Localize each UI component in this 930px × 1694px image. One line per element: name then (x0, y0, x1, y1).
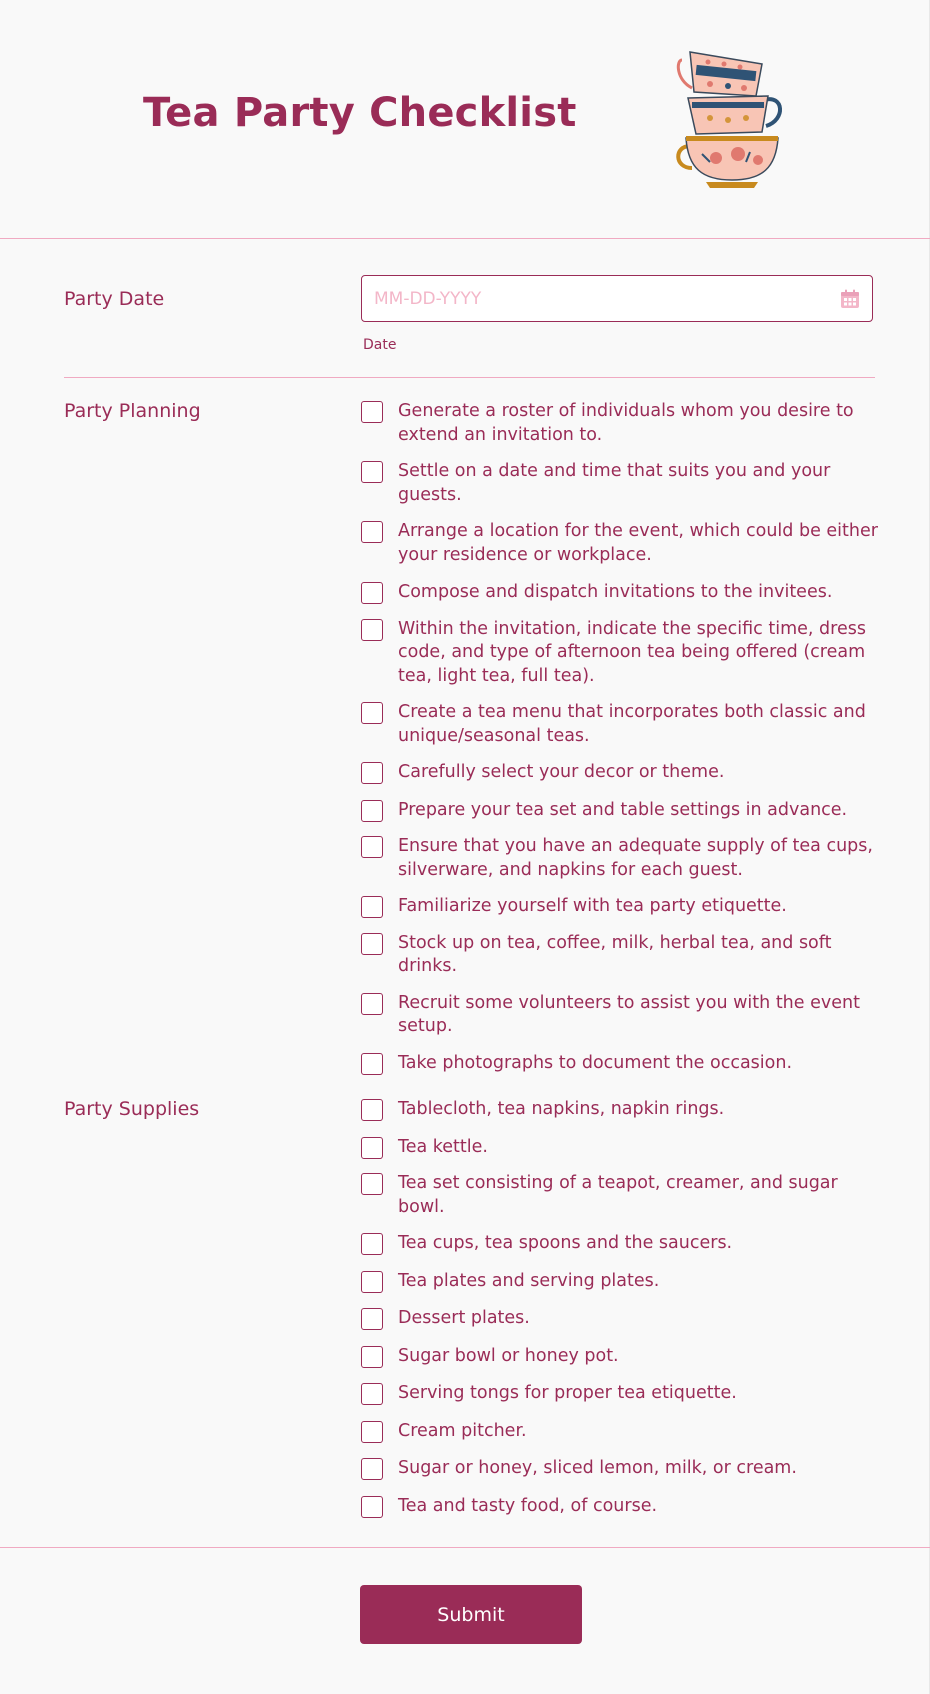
checkbox[interactable] (361, 521, 383, 543)
supplies-item-9[interactable] (361, 1420, 881, 1444)
checkbox[interactable] (361, 401, 383, 423)
checkbox[interactable] (361, 762, 383, 784)
supplies-item-11[interactable] (361, 1495, 881, 1519)
submit-button[interactable]: Submit (360, 1585, 582, 1644)
party-supplies-checklist (361, 1098, 881, 1518)
supplies-item-1[interactable] (361, 1098, 881, 1122)
planning-item-8[interactable] (361, 799, 881, 823)
checkbox-label: Within the invitation, indicate the specific time, dress code, and type of afternoon tea being offered (cream tea, light tea, full tea). (398, 618, 866, 686)
header-divider (0, 238, 930, 239)
supplies-item-2[interactable] (361, 1136, 881, 1160)
date-divider (64, 377, 875, 378)
planning-item-3[interactable] (361, 520, 881, 567)
checkbox-label: Prepare your tea set and table settings in advance. (398, 799, 848, 820)
checkbox[interactable] (361, 1137, 383, 1159)
date-sublabel: Date (363, 337, 397, 353)
planning-item-6[interactable] (361, 701, 881, 748)
checkbox-label: Serving tongs for proper tea etiquette. (398, 1383, 737, 1403)
checkbox[interactable] (361, 896, 383, 918)
checkbox-label: Compose and dispatch invitations to the invitees. (398, 582, 833, 602)
party-supplies-label: Party Supplies (64, 1098, 200, 1120)
checkbox[interactable] (361, 1458, 383, 1480)
calendar-icon[interactable] (840, 289, 860, 309)
checkbox[interactable] (361, 1053, 383, 1075)
checkbox-label: Cream pitcher. (398, 1420, 527, 1441)
planning-item-7[interactable] (361, 761, 881, 785)
checkbox[interactable] (361, 800, 383, 822)
page-title: Tea Party Checklist (143, 90, 577, 136)
planning-item-2[interactable] (361, 460, 881, 507)
checkbox-label: Arrange a location for the event, which could be either your residence or workplace. (398, 521, 878, 565)
form-header (0, 0, 930, 238)
planning-item-4[interactable] (361, 581, 881, 605)
checkbox-label: Settle on a date and time that suits you and your guests. (398, 461, 831, 505)
supplies-item-6[interactable] (361, 1307, 881, 1331)
supplies-item-8[interactable] (361, 1382, 881, 1406)
checkbox-label: Tea plates and serving plates. (398, 1270, 660, 1291)
checkbox-label: Familiarize yourself with tea party etiquette. (398, 896, 787, 916)
planning-item-12[interactable] (361, 992, 881, 1039)
checkbox-label: Tea set consisting of a teapot, creamer, and sugar bowl. (398, 1173, 838, 1217)
checkbox-label: Tablecloth, tea napkins, napkin rings. (398, 1099, 725, 1119)
checkbox[interactable] (361, 461, 383, 483)
checkbox[interactable] (361, 1496, 383, 1518)
checkbox[interactable] (361, 1173, 383, 1195)
checkbox-label: Sugar bowl or honey pot. (398, 1345, 619, 1366)
checkbox[interactable] (361, 702, 383, 724)
party-planning-label: Party Planning (64, 400, 201, 422)
checkbox[interactable] (361, 1271, 383, 1293)
checkbox[interactable] (361, 582, 383, 604)
checkbox-label: Recruit some volunteers to assist you with the event setup. (398, 992, 860, 1036)
checkbox-label: Ensure that you have an adequate supply of tea cups, silverware, and napkins for each guest. (398, 836, 873, 880)
checkbox-label: Stock up on tea, coffee, milk, herbal tea, and soft drinks. (398, 932, 832, 976)
checkbox[interactable] (361, 1346, 383, 1368)
party-planning-checklist (361, 400, 881, 1075)
supplies-item-4[interactable] (361, 1232, 881, 1256)
planning-item-11[interactable] (361, 932, 881, 979)
checkbox-label: Create a tea menu that incorporates both classic and unique/seasonal teas. (398, 702, 866, 746)
stacked-teacups-icon (676, 50, 796, 192)
checkbox[interactable] (361, 993, 383, 1015)
checkbox[interactable] (361, 1308, 383, 1330)
checkbox[interactable] (361, 1099, 383, 1121)
supplies-item-3[interactable] (361, 1172, 881, 1219)
supplies-item-10[interactable] (361, 1457, 881, 1481)
checkbox-label: Tea kettle. (398, 1136, 488, 1157)
checkbox-label: Dessert plates. (398, 1308, 530, 1328)
checkbox-label: Carefully select your decor or theme. (398, 762, 725, 782)
planning-item-10[interactable] (361, 895, 881, 919)
checkbox[interactable] (361, 1421, 383, 1443)
planning-item-9[interactable] (361, 835, 881, 882)
checkbox-label: Take photographs to document the occasion. (398, 1052, 793, 1073)
checkbox[interactable] (361, 836, 383, 858)
checkbox-label: Generate a roster of individuals whom you desire to extend an invitation to. (398, 401, 854, 445)
date-input-wrapper (361, 275, 873, 322)
supplies-item-5[interactable] (361, 1270, 881, 1294)
checkbox[interactable] (361, 933, 383, 955)
checkbox-label: Tea cups, tea spoons and the saucers. (398, 1233, 733, 1253)
party-date-input[interactable] (374, 276, 814, 321)
checkbox[interactable] (361, 619, 383, 641)
planning-item-13[interactable] (361, 1052, 881, 1076)
checkbox[interactable] (361, 1233, 383, 1255)
checkbox-label: Tea and tasty food, of course. (398, 1495, 658, 1516)
checkbox-label: Sugar or honey, sliced lemon, milk, or cream. (398, 1458, 797, 1478)
supplies-item-7[interactable] (361, 1345, 881, 1369)
footer-divider (0, 1547, 930, 1548)
party-date-label: Party Date (64, 288, 165, 310)
planning-item-1[interactable] (361, 400, 881, 447)
checkbox[interactable] (361, 1383, 383, 1405)
planning-item-5[interactable] (361, 618, 881, 689)
